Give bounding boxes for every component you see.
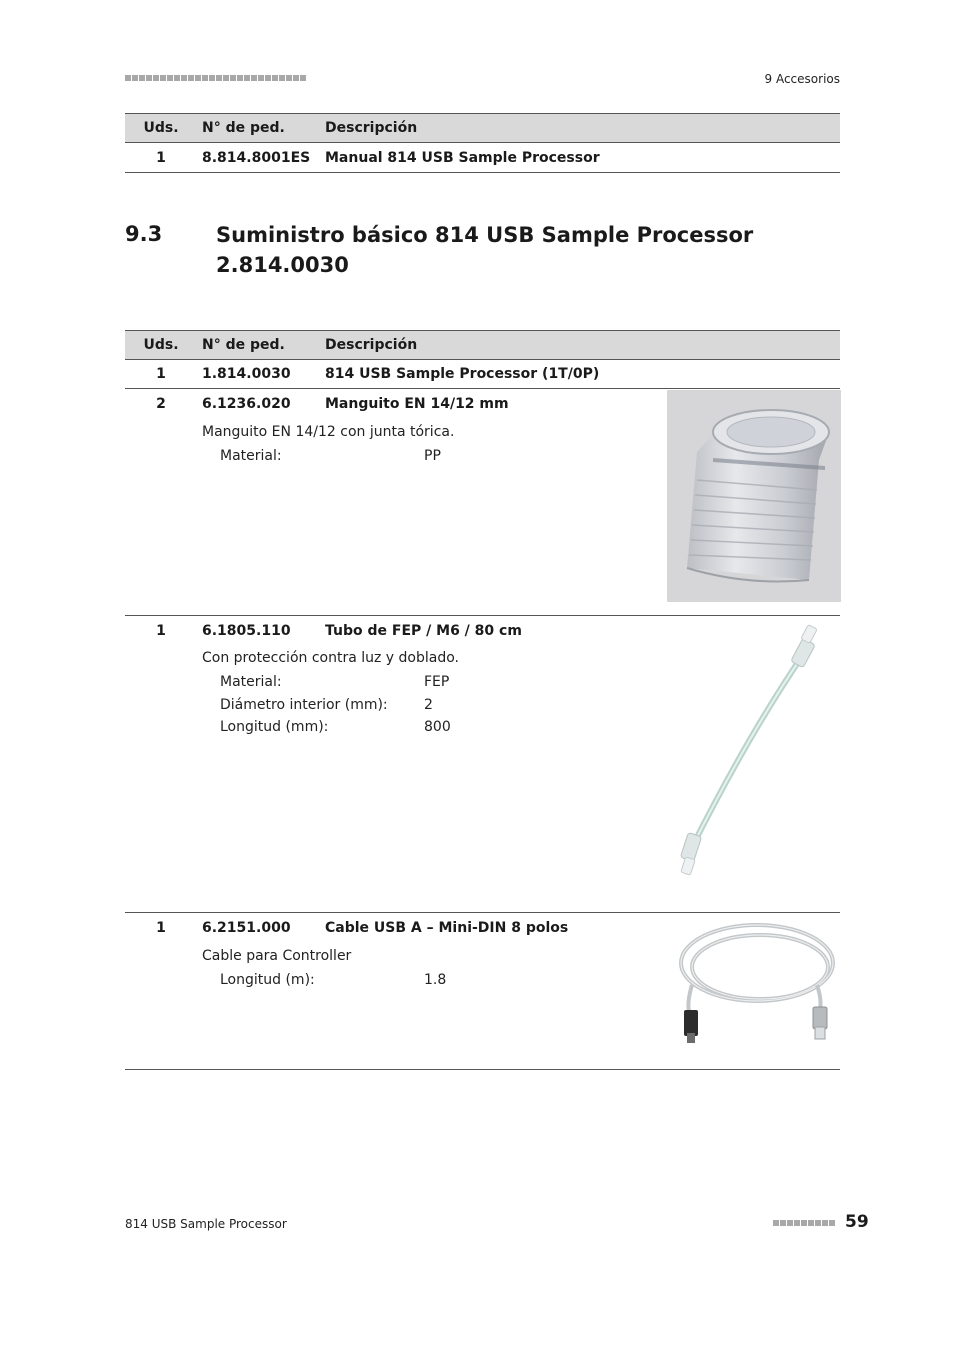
header-chapter: 9 Accesorios [764,72,840,86]
row-num: 6.2151.000 [202,919,291,936]
prop-value: 800 [424,719,451,735]
col-desc: Descripción [325,337,418,353]
prop-value: 1.8 [424,972,447,988]
prop-label: Longitud (m): [220,972,315,988]
cable-photo [672,915,840,1050]
row-num: 6.1805.110 [202,622,291,639]
row-desc: Manual 814 USB Sample Processor [325,149,600,166]
row-uds: 2 [156,395,166,412]
divider [125,172,840,173]
col-num: N° de ped. [202,337,285,353]
item-description: Cable para Controller [202,948,352,964]
row-uds: 1 [156,622,166,639]
footer-decoration [773,1220,835,1226]
col-uds: Uds. [143,337,179,353]
row-uds: 1 [156,919,166,936]
section-title-line2: 2.814.0030 [216,253,349,277]
prop-label: Diámetro interior (mm): [220,697,388,713]
prop-label: Material: [220,674,282,690]
col-num: N° de ped. [202,120,285,136]
table2-header [125,330,840,360]
header-decoration [125,75,306,81]
tube-photo [670,622,835,884]
row-desc: Cable USB A – Mini-DIN 8 polos [325,919,569,936]
prop-value: PP [424,448,441,464]
table-row [125,359,840,388]
row-num: 8.814.8001ES [202,149,311,166]
footer-title: 814 USB Sample Processor [125,1217,287,1231]
item-description: Manguito EN 14/12 con junta tórica. [202,424,455,440]
table1-header [125,113,840,143]
prop-label: Longitud (mm): [220,719,329,735]
section-number: 9.3 [125,222,163,246]
item-description: Con protección contra luz y doblado. [202,650,460,666]
table-row [125,143,840,172]
row-uds: 1 [156,365,166,382]
page-number: 59 [845,1212,869,1232]
row-desc: Manguito EN 14/12 mm [325,395,509,412]
sleeve-photo [667,390,841,602]
prop-value: FEP [424,674,450,690]
divider [125,1069,840,1070]
col-desc: Descripción [325,120,418,136]
prop-value: 2 [424,697,433,713]
row-num: 6.1236.020 [202,395,291,412]
row-desc: Tubo de FEP / M6 / 80 cm [325,622,522,639]
row-desc: 814 USB Sample Processor (1T/0P) [325,365,600,382]
col-uds: Uds. [143,120,179,136]
prop-label: Material: [220,448,282,464]
row-num: 1.814.0030 [202,365,291,382]
row-uds: 1 [156,149,166,166]
section-title-line1: Suministro básico 814 USB Sample Processor [216,223,754,247]
